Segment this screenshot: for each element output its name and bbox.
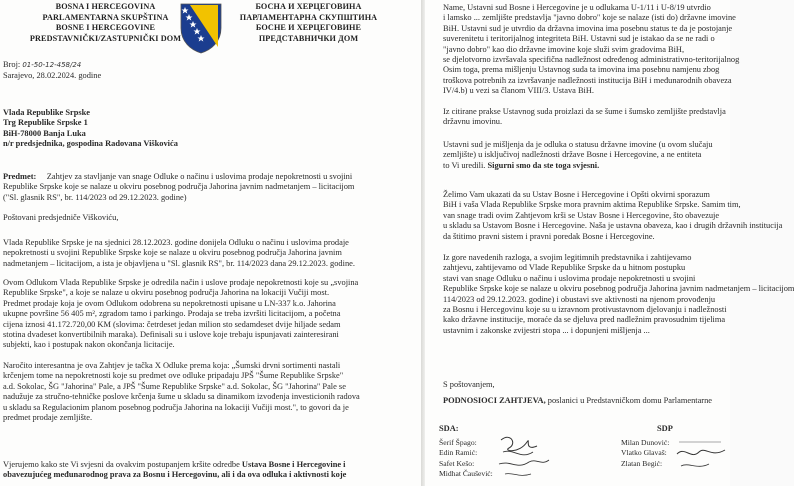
paragraph-line: subjekti, kao i postupak nakon okončanja licitacije. xyxy=(3,340,175,350)
paragraph-line: troškova potrebnih za izvršavanje nadležnosti institucija BiH i međunarodnih obaveza xyxy=(443,75,732,85)
paragraph-line: van snage tradi ovim Zahtjevom krši se Ustav Bosne i Hercegovine, što obavezuje xyxy=(443,210,720,220)
letter-page-2 xyxy=(425,0,794,486)
paragraph-line: nadužuje za stručno-tehničke poslove krčenja šume u skladu sa dinamikom izvođenja investicionih radova xyxy=(3,392,360,402)
paragraph-line: cijena iznosi 41.172.720,00 KM (slovima: četrdeset jedan milion sto sedamdeset dvije hiljade sedam xyxy=(3,319,341,329)
coat-of-arms-icon xyxy=(178,2,224,54)
paragraph-line: stotina dvadeset konvertibilnih maraka). Definisali su i uslove koje trebaju ispunjavati zainteresirani xyxy=(3,330,339,340)
salutation: Poštovani predsjedniče Viškoviću, xyxy=(3,213,119,222)
subject-label: Predmet: xyxy=(3,172,37,181)
paragraph-4 xyxy=(3,460,346,481)
broj-label: Broj: xyxy=(3,60,21,69)
subject-line: Zahtjev za stavljanje van snage Odluke o načinu i uslovima prodaje nepokretnosti u svojini xyxy=(46,172,353,181)
paragraph-opinion xyxy=(443,140,728,171)
letterhead-line: БОСНЕ И ХЕРЦЕГОВИНЕ xyxy=(255,23,362,33)
paragraph-line: Predmet prodaje koja je ovom Odlukom odobrena su nepokretnosti upisane u LN-337 k.o. Jahorina xyxy=(3,298,336,308)
paragraph-constitutional-court xyxy=(443,3,740,97)
paragraph-constitution xyxy=(443,190,783,242)
letterhead-line: PARLAMENTARNA SKUPŠTINA xyxy=(42,12,169,22)
paragraph-line: Ustavni sud je mišljenja da je odluka o statusu državne imovine (u ovom slučaju xyxy=(443,140,713,149)
letterhead-line: ПАРЛАМЕНТАРНА СКУПШТИНА xyxy=(239,12,378,22)
letterhead-cyrillic xyxy=(226,2,391,44)
paragraph-line: "javno dobro" kao dio državne imovine koje služi svim gradovima BiH, xyxy=(443,44,685,54)
subject-line: Republike Srpske koje se nalaze u okviru posebnog područja Jahorina javnim nadmetanjem – licitacijom xyxy=(3,182,355,192)
paragraph-line: to Vi uredili. xyxy=(443,160,486,170)
paragraph-line: u skladu sa Ustavom Bosne i Hercegovine. Naša je ustavna obaveza, kao i drugih državnih institucija xyxy=(443,221,783,231)
paragraph-line: i lamsko ... zemljište predstavlja "javno dobro" koje se nalaze (isti do) državne imovine xyxy=(443,13,736,23)
signer-name: Šerif Špago: xyxy=(439,438,477,447)
emphasis-text: Ustava Bosne i Hercegovine i xyxy=(241,460,346,469)
paragraph-line: predmet prodaje zemljište. xyxy=(3,413,93,423)
letterhead-line: BOSNA I HERCEGOVINA xyxy=(55,2,156,11)
paragraph-line: se djelotvorno izvršavala specifična nadležnost određenog administrativno-teritorijalnog xyxy=(443,55,740,65)
paragraph-line: krčenjem tome na nepokretnosti koje su predmet ove odluke pripadaju JPŠ "Šume Republike Srpske" xyxy=(3,371,344,381)
paragraph-line: Vjerujemo kako ste Vi svjesni da ovakvim postupanjem kršite odredbe xyxy=(3,460,240,469)
petitioners-text: poslanici u Predstavničkom domu Parlamentarne xyxy=(545,396,713,405)
paragraph-line: Republike Srpske", a koje se nalaze u okviru posebnog područja Jahorina na lokaciji Vučiji most. xyxy=(3,288,330,298)
paragraph-line: Osim toga, prema mišljenju Ustavnog suda ta imovina ima posebnu namjenu zbog xyxy=(443,65,720,75)
letterhead-line: BOSNE I HERCEGOVINE xyxy=(55,23,156,33)
paragraph-line: suverenitetu i teritorijalnog integriteta BiH. Ustavni sud je istakao da se ne radi o xyxy=(443,34,715,44)
paragraph-line: kako državne institucije, moraće da se djeluva pred nadležnim pravosudnim tijelima xyxy=(443,315,726,325)
subject-line: ("Sl. glasnik RS", br. 114/2023 od 29.12.2023. godine) xyxy=(3,192,187,202)
document-date: Sarajevo, 28.02.2024. godine xyxy=(3,71,102,80)
signature-sda-icon xyxy=(497,430,557,486)
petitioners-label: PODNOSIOCI ZAHTJEVA, xyxy=(443,396,546,405)
paragraph-line: Name, Ustavni sud Bosne i Hercegovine je u odlukama U-1/11 i U-8/19 utvrdio xyxy=(443,3,711,12)
paragraph-line: ukupne površine 56 405 m², zgradom tamo i parkingo. Prodaja se treba izvršiti licitacijom, a početna xyxy=(3,309,341,319)
paragraph-line: IV/4.b) u vezi sa članom VIII/3. Ustava BiH. xyxy=(443,86,595,96)
paragraph-line: Ovom Odlukom Vlada Republike Srpske je odredila način i uslove prodaje nepokretnosti koje su „svojina xyxy=(3,278,359,287)
signer-name: Milan Dunović: xyxy=(621,438,670,447)
letterhead-line: ПРЕДСТАВНИЧКИ ДОМ xyxy=(258,33,359,43)
recipient-block xyxy=(3,108,178,150)
paragraph-line: za Bosnu i Hercegovinu koje su u izravnom protivustavnom djelovanju i nadležnosti xyxy=(443,305,727,315)
recipient-line: Vlada Republike Srpske xyxy=(3,108,91,117)
petitioners-line xyxy=(443,396,712,406)
paragraph-line: Želimo Vam ukazati da su Ustav Bosne i Hercegovine i Opšti okvirni sporazum xyxy=(443,190,710,199)
paragraph-2 xyxy=(3,278,358,351)
emphasis-text: obavezujućeg međunarodnog prava za Bosnu i Hercegovinu, ali i da ova odluka i aktivnosti koje xyxy=(3,470,347,480)
party-label-sda: SDA: xyxy=(439,424,459,433)
paragraph-1 xyxy=(3,238,355,269)
paragraph-line: Naročito interesantna je ova Zahtjev je tačka X Odluke prema koja: „Šumski drvni sortimenti nastali xyxy=(3,361,341,370)
signer-name: Safet Kešo: xyxy=(439,458,475,468)
closing-line: S poštovanjem, xyxy=(443,380,495,389)
reference-number xyxy=(3,60,81,70)
recipient-line: Trg Republike Srpske 1 xyxy=(3,118,88,128)
paragraph-line: 114/2023 od 29.12.2023. godine) i obustavi sve aktivnosti na njenom provođenju xyxy=(443,294,716,304)
letterhead-line: БОСНА И ХЕРЦЕГОВИНА xyxy=(255,2,362,11)
paragraph-line: zemljište) u isključivoj nadležnosti države Bosne i Hercegovine, a ne entiteta xyxy=(443,150,702,160)
paragraph-line: nepokretnosti u svojini Republike Srpske koje se nalaze u okviru posebnog područja Jahorina javnim xyxy=(3,248,342,258)
signer-name: Zlatan Begić: xyxy=(621,458,663,468)
paragraph-practice xyxy=(443,107,728,128)
letterhead-latin xyxy=(28,2,183,44)
broj-handwritten: 01-50-12-458/24 xyxy=(22,61,82,69)
paragraph-line: ustavnim i zakonske zvijestri stopa ... i dopunjeni mišljenja ... xyxy=(443,325,650,335)
subject-block xyxy=(3,172,354,203)
signature-sdp-icon xyxy=(675,436,729,476)
paragraph-line: Iz gore navedenih razloga, a svojim legitimnih predstavnika i zahtijevamo xyxy=(443,253,692,262)
paragraph-line: Iz citirane prakse Ustavnog suda proizlazi da se šume i šumsko zemljište predstavlja xyxy=(443,107,726,116)
paragraph-line: a.d. Sokolac, ŠG "Jahorina" Pale, a JPŠ "Šume Republike Srpske" a.d. Sokolac, ŠG "Jahorina" Pale se xyxy=(3,381,346,391)
emphasis-text: Sigurni smo da ste toga svjesni. xyxy=(487,160,600,170)
paragraph-line: da štitimo pravni sistem i pravni poredak Bosne i Hercegovine. xyxy=(443,231,655,241)
recipient-line: n/r predsjednika, gospodina Radovana Viškovića xyxy=(3,139,178,149)
paragraph-line: u skladu sa Regulacionim planom posebnog područja Jahorina na lokaciji Vučiji most.", to govori da je xyxy=(3,402,349,412)
paragraph-line: državnu imovinu. xyxy=(443,117,503,127)
paragraph-line: nadmetanjem – licitacijom, a ista je objavljena u "Sl. glasnik RS", br. 114/2023 dana 29.12.2023. godine. xyxy=(3,258,355,268)
signer-name: Midhat Čaušević: xyxy=(439,469,493,479)
paragraph-line: stavi van snage Odluku o načinu i uslovima prodaje nepokretnosti u svojini xyxy=(443,273,696,283)
signer-name: Edin Ramić: xyxy=(439,448,478,458)
paragraph-line: Republike Srpske koje se nalaze u okviru posebnog područja Jahorina javnim nadmetanjem – licitacijom xyxy=(443,284,794,294)
paragraph-line: BiH. Ustavni sud je utvrdio da državna imovina ima posebnu status te da je postojanje xyxy=(443,23,733,33)
signer-name: Vlatko Glavaš: xyxy=(621,448,667,458)
paragraph-line: zahtjevu, zahtijevamo od Vlade Republike Srpske da u hitnom postupku xyxy=(443,263,686,273)
recipient-line: BiH-78000 Banja Luka xyxy=(3,128,86,138)
paragraph-line: Vlada Republike Srpske je na sjednici 28.12.2023. godine donijela Odluku o načinu i uslovima prodaje xyxy=(3,238,349,247)
paragraph-line: BiH i vaša Vlada Republike Srpske mora pravnim aktima Republike Srpske. Samim tim, xyxy=(443,200,741,210)
paragraph-3 xyxy=(3,361,360,423)
party-label-sdp: SDP xyxy=(657,424,673,433)
letterhead-line: PREDSTAVNIČKI/ZASTUPNIČKI DOM xyxy=(29,33,182,43)
paragraph-request xyxy=(443,253,794,336)
